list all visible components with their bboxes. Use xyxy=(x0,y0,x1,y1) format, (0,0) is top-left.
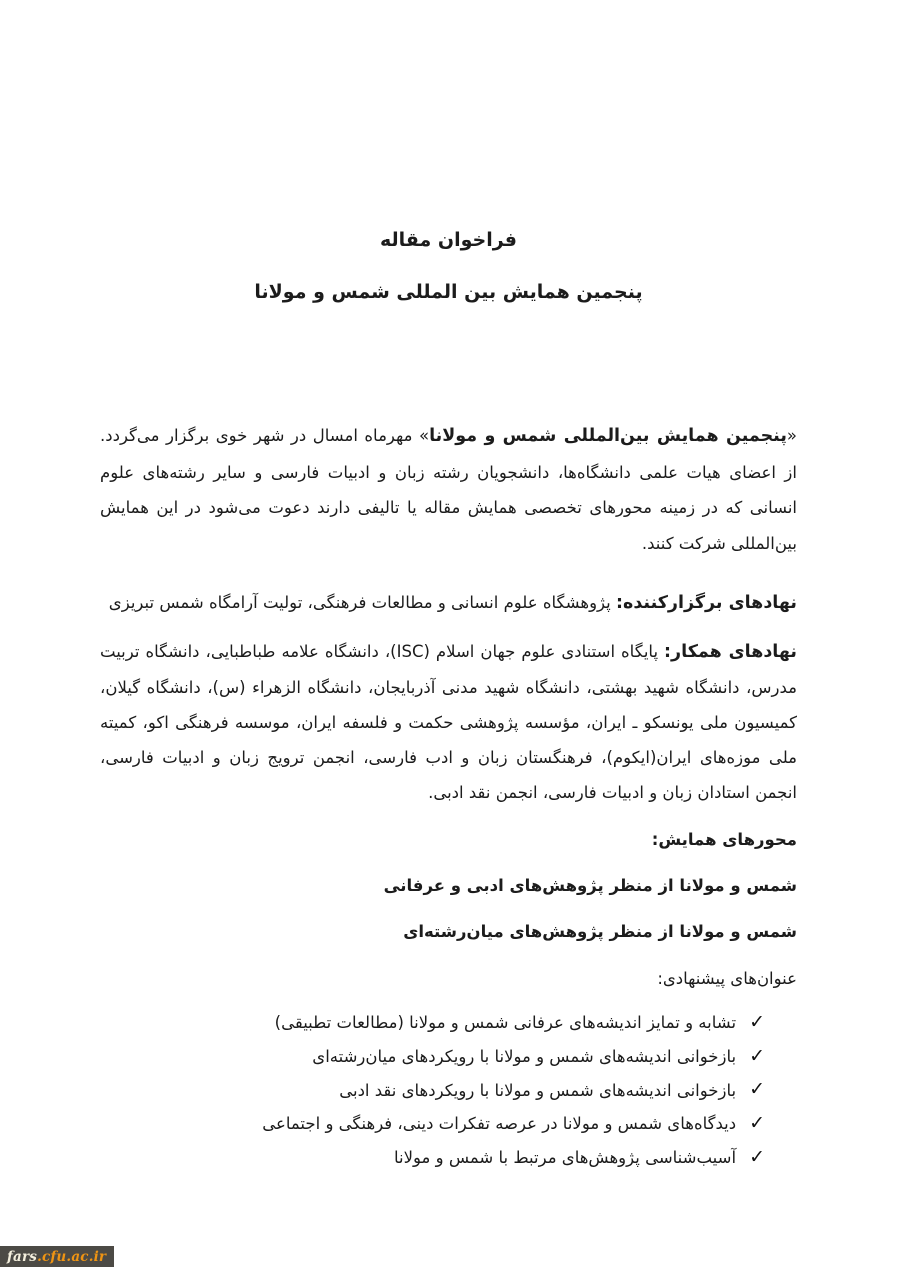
partners-text: پایگاه استنادی علوم جهان اسلام (ISC)، دانشگاه علامه طباطبایی، دانشگاه تربیت مدرس، دانشگاه شهید بهشتی، دانشگاه شهید مدنی آذربایجان، دانشگاه الزهراء (س)، دانشگاه گیلان، کمیسیون ملی یونسکو ـ ایران، مؤسسه پژوهشی حکمت و فلسفه ایران، موسسه فرهنگی اکو، کمیته ملی موزه‌های ایران(ایکوم)، فرهنگستان زبان و ادب فارسی، انجمن ترویج زبان و ادبیات فارسی، انجمن استادان زبان و ادبیات فارسی، انجمن نقد ادبی. xyxy=(100,642,797,802)
organizers-label: نهادهای برگزارکننده: xyxy=(615,593,797,613)
theme-item: شمس و مولانا از منظر پژوهش‌های میان‌رشته‌ای xyxy=(403,922,797,941)
quote-close-mark: » xyxy=(419,426,430,445)
intro-paragraph xyxy=(100,418,797,561)
watermark-prefix: fars xyxy=(7,1248,38,1265)
checkmark-icon: ✓ xyxy=(749,1145,765,1168)
list-item-text: بازخوانی اندیشه‌های شمس و مولانا با رویکردهای میان‌رشته‌ای xyxy=(312,1047,737,1067)
partners-paragraph xyxy=(100,634,797,810)
checkmark-icon: ✓ xyxy=(749,1078,765,1101)
suggested-titles-heading: عنوان‌های پیشنهادی: xyxy=(657,969,797,988)
partners-label: نهادهای همکار: xyxy=(664,642,797,662)
organizers-text: پژوهشگاه علوم انسانی و مطالعات فرهنگی، تولیت آرامگاه شمس تبریزی xyxy=(108,593,616,612)
watermark-suffix: .cfu.ac.ir xyxy=(37,1248,107,1265)
list-item-text: بازخوانی اندیشه‌های شمس و مولانا با رویکردهای نقد ادبی xyxy=(339,1080,737,1100)
quote-open-mark: « xyxy=(786,426,798,445)
list-item-text: آسیب‌شناسی پژوهش‌های مرتبط با شمس و مولانا xyxy=(394,1148,737,1168)
list-item xyxy=(100,1006,765,1040)
intro-conference-name: پنجمین همایش بین‌المللی شمس و مولانا xyxy=(429,426,787,446)
page-subtitle: پنجمین همایش بین المللی شمس و مولانا xyxy=(254,281,643,303)
checkmark-icon: ✓ xyxy=(749,1044,765,1067)
site-watermark-badge xyxy=(0,1246,114,1267)
theme-item: شمس و مولانا از منظر پژوهش‌های ادبی و عرفانی xyxy=(383,876,797,895)
page-title: فراخوان مقاله xyxy=(380,229,517,251)
list-item-text: تشابه و تمایز اندیشه‌های عرفانی شمس و مولانا (مطالعات تطبیقی) xyxy=(274,1013,737,1033)
checkmark-icon: ✓ xyxy=(749,1111,765,1134)
themes-heading: محورهای همایش: xyxy=(651,830,797,849)
list-item xyxy=(100,1141,765,1175)
suggested-titles-list xyxy=(100,1006,765,1174)
list-item xyxy=(100,1040,765,1074)
list-item xyxy=(100,1073,765,1107)
intro-text: مهرماه امسال در شهر خوی برگزار می‌گردد. از اعضای هیات علمی دانشگاه‌ها، دانشجویان رشته زبان و ادبیات فارسی و سایر رشته‌های علوم انسانی که در زمینه محورهای تخصصی همایش مقاله یا تالیفی دارند دعوت می‌شود در این همایش بین‌المللی شرکت کنند. xyxy=(100,426,797,553)
list-item-text: دیدگاه‌های شمس و مولانا در عرصه تفکرات دینی، فرهنگی و اجتماعی xyxy=(262,1114,737,1134)
list-item xyxy=(100,1107,765,1141)
organizers-paragraph xyxy=(100,585,797,622)
checkmark-icon: ✓ xyxy=(749,1010,765,1033)
